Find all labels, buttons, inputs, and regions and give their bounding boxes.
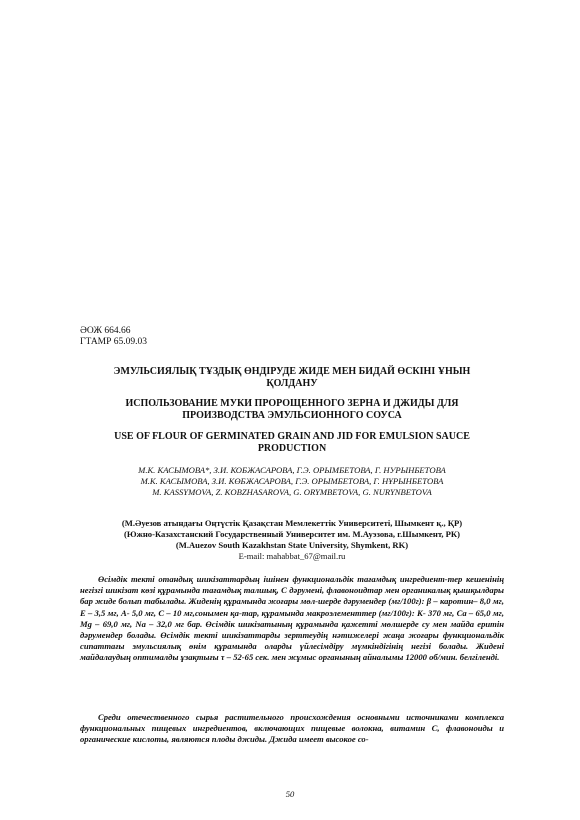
affiliation-english: (M.Auezov South Kazakhstan State University, Shymkent, RK): [175, 540, 409, 550]
abstract-kazakh: Өсімдік текті отандық шикізаттардың ішінен функциональдік тағамдық ингредиент-тер кешенінің негізгі шикізат көзі құрамында тағамдық талшық, С дәрумені, флавоноидтар мен органикалық қышқылдары бар жиде болып табылады. Жиденің құрамында жоғары мөл-шерде дәрумендер (мг/100г): β – каротин– 8,0 мг, Е – 3,5 мг, А- 5,0 мг, С – 10 мг,сонымен қа-тар, құрамында макроэлементтер (мг/100г): К- 370 мг, Са – 65,0 мг, Mg – 69,0 мг, Na – 32,0 мг бар. Өсімдік шикізатының құрамында қажетті мөлшерде су мен майда еритін дәрумендер болады. Өсімдік текті шикізаттарды зерттеудің нәтижелері жаңа жоғары функциональдік сипаттағы эмульсиялық өнім құрамында оларды үйлесімдіру мүмкіндігінің негізі болады. Жидені майдалаудың оптималды ұзақтығы τ – 52-65 сек. мен жұмыс органының айналымы 12000 об/мин. белгіленді.: [80, 574, 504, 663]
authors-line-3: M. KASSYMOVA, Z. KOBZHASAROVA, G. ORYMBETOVA, G. NURYNBETOVA: [152, 487, 432, 497]
affiliation-kazakh: (М.Әуезов атындағы Оңтүстік Қазақстан Мемлекеттік Университеті, Шымкент қ., ҚР): [121, 518, 463, 528]
affiliation-russian: (Южно-Казахстанский Государственный Университет им. М.Ауэзова, г.Шымкент, РК): [123, 529, 461, 539]
email-address: E-mail: mahabbat_67@mail.ru: [238, 551, 346, 561]
authors-line-1: М.К. КАСЫМОВА*, З.И. КОБЖАСАРОВА, Г.Э. ОРЫМБЕТОВА, Г. НУРЫНБЕТОВА: [138, 465, 446, 475]
title-kazakh: ЭМУЛЬСИЯЛЫҚ ТҰЗДЫҚ ӨНДІРУДЕ ЖИДЕ МЕН БИДАЙ ӨСКІНІ ҰНЫН ҚОЛДАНУ: [113, 366, 471, 389]
affiliation-block: [80, 518, 504, 562]
grnti-code: ГТАМР 65.09.03: [80, 337, 148, 347]
page-number: 50: [285, 789, 295, 799]
classification-codes: [80, 326, 147, 348]
authors-line-2: М.К. КАСЫМОВА, З.И. КӨБЖАСАРОВА, Г.Э. ОРЫМБЕТОВА, Г. НҰРЫНБЕТОВА: [140, 476, 444, 486]
abstract-russian: Среди отечественного сырья растительного происхождения основными источниками комплекса функциональных пищевых ингредиентов, включающих пищевые волокна, витамин С, флавоноиды и органические кислоты, являются плоды джиды. Джида имеет высокое со-: [80, 712, 504, 745]
title-russian: ИСПОЛЬЗОВАНИЕ МУКИ ПРОРОЩЕННОГО ЗЕРНА И ДЖИДЫ ДЛЯ ПРОИЗВОДСТВА ЭМУЛЬСИОННОГО СОУСА: [125, 398, 459, 421]
title-english: USE OF FLOUR OF GERMINATED GRAIN AND JID FOR EMULSION SAUCE PRODUCTION: [114, 431, 470, 454]
author-list: [80, 465, 504, 498]
udc-code: ӘОЖ 664.66: [80, 326, 131, 336]
